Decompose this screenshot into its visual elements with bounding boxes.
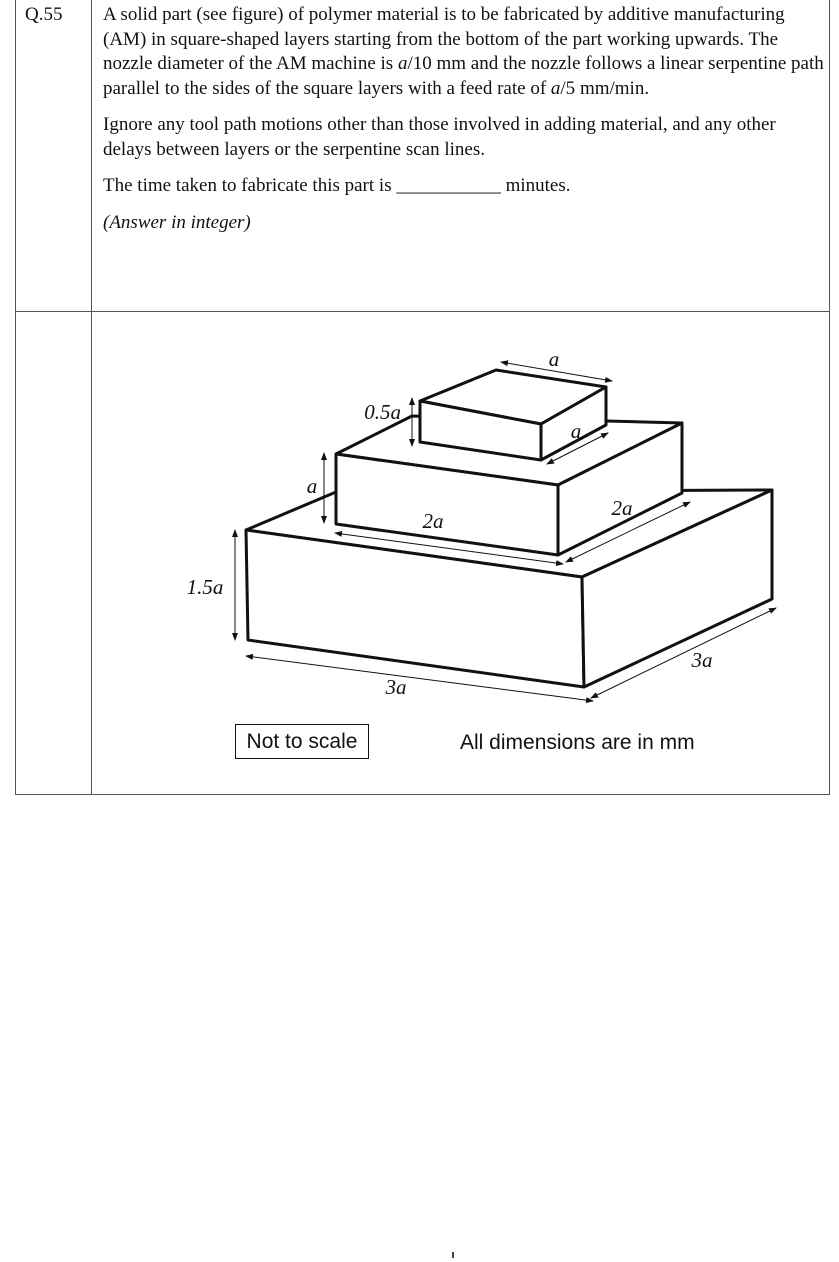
- label-bottom-width: 3a: [385, 675, 407, 699]
- figure-stepped-part: [107, 312, 830, 794]
- question-table: [15, 0, 830, 795]
- page-mark: [452, 1252, 454, 1258]
- units-note: All dimensions are in mm: [460, 731, 695, 754]
- label-middle-depth: 2a: [611, 496, 633, 520]
- question-text: [103, 3, 825, 247]
- label-top-depth: a: [570, 419, 582, 443]
- question-number-column: [16, 0, 92, 794]
- label-top-side: a: [548, 347, 560, 371]
- not-to-scale-box: Not to scale: [235, 724, 369, 759]
- label-bottom-height: 1.5a: [186, 575, 224, 599]
- label-middle-width: 2a: [422, 509, 444, 533]
- label-bottom-depth: 3a: [691, 648, 713, 672]
- answer-note: (Answer in integer): [103, 211, 251, 233]
- label-middle-height: a: [306, 474, 318, 498]
- question-number: Q.55: [25, 4, 63, 25]
- question-paragraph-3: The time taken to fabricate this part is ___________ minutes.: [103, 175, 571, 196]
- question-paragraph-2: Ignore any tool path motions other than those involved in adding material, and any other delays between layers or the serpentine scan lines.: [103, 114, 776, 160]
- question-paragraph-1: A solid part (see figure) of polymer material is to be fabricated by additive manufacturing (AM) in square-shaped layers starting from the bottom of the part working upwards. The nozzle diameter of the AM machine is a/10 mm and the nozzle follows a linear serpentine path parallel to the sides of the square layers with a feed rate of a/5 mm/min.: [103, 4, 824, 99]
- stepped-part-drawing: [107, 312, 830, 794]
- label-top-height: 0.5a: [364, 400, 401, 424]
